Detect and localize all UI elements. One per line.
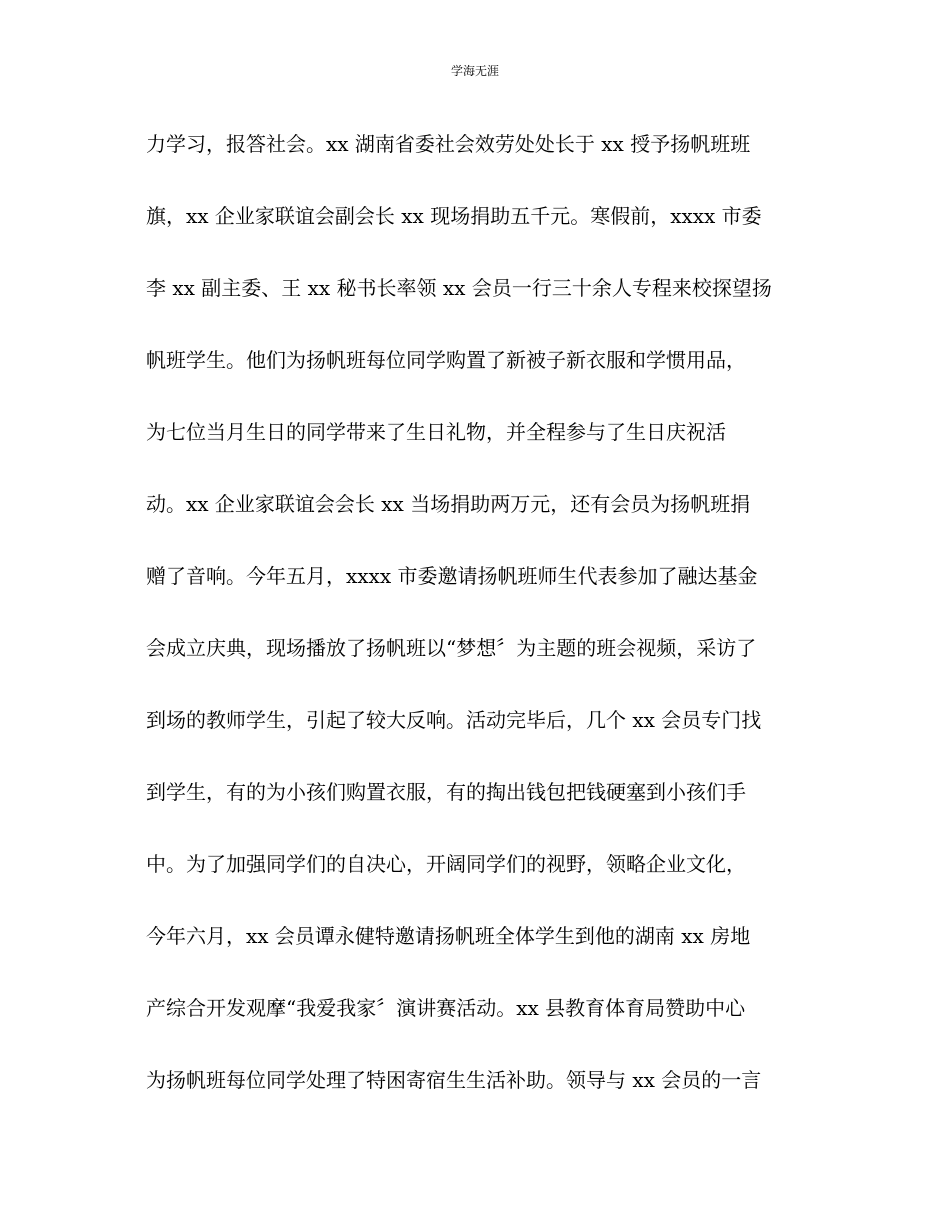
text-line: 今年六月，xx 会员谭永健特邀请扬帆班全体学生到他的湖南 xx 房地 <box>146 924 751 948</box>
text-line: 赠了音响。今年五月，xxxx 市委邀请扬帆班师生代表参加了融达基金 <box>146 564 758 588</box>
text-line: 会成立庆典，现场播放了扬帆班以“梦想〞为主题的班会视频，采访了 <box>146 636 757 660</box>
body-text <box>146 124 816 1132</box>
text-line: 为扬帆班每位同学处理了特困寄宿生生活补助。领导与 xx 会员的一言 <box>146 1068 762 1092</box>
text-line: 中。为了加强同学们的自决心，开阔同学们的视野，领略企业文化， <box>146 852 746 876</box>
text-line: 力学习，报答社会。xx 湖南省委社会效劳处处长于 xx 授予扬帆班班 <box>146 132 751 156</box>
text-line: 为七位当月生日的同学带来了生日礼物，并全程参与了生日庆祝活 <box>146 420 726 444</box>
text-line: 帆班学生。他们为扬帆班每位同学购置了新被子新衣服和学惯用品， <box>146 348 746 372</box>
text-line: 产综合开发观摩“我爱我家〞演讲赛活动。xx 县教育体育局赞助中心 <box>146 996 746 1020</box>
text-line: 旗，xx 企业家联谊会副会长 xx 现场捐助五千元。寒假前，xxxx 市委 <box>146 204 762 228</box>
text-line: 到场的教师学生，引起了较大反响。活动完毕后，几个 xx 会员专门找 <box>146 708 762 732</box>
page-header: 学海无涯 <box>450 64 499 78</box>
text-line: 李 xx 副主委、王 xx 秘书长率领 xx 会员一行三十余人专程来校探望扬 <box>146 276 772 300</box>
text-line: 到学生，有的为小孩们购置衣服，有的掏出钱包把钱硬塞到小孩们手 <box>146 780 746 804</box>
text-line: 动。xx 企业家联谊会会长 xx 当场捐助两万元，还有会员为扬帆班捐 <box>146 492 751 516</box>
